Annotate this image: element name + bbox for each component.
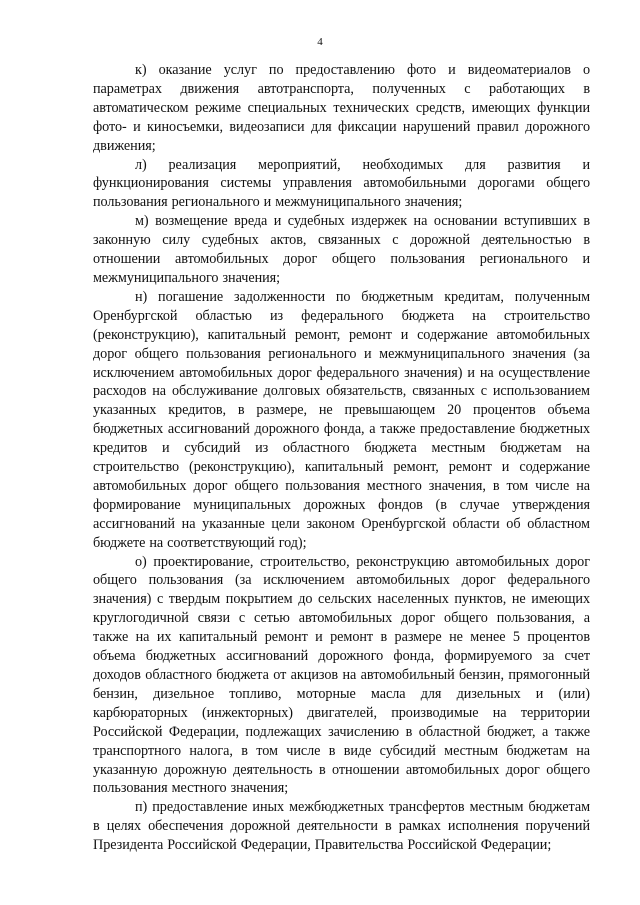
document-body (93, 61, 590, 855)
list-item-n: н) погашение задолженности по бюджетным кредитам, полученным Оренбургской областью из федерального бюджета на строительство (реконструкцию), капитальный ремонт, ремонт и содержание автомобильных дорог общего пользования регионального и межмуниципального значения (за исключением автомобильных дорог федерального значения) и на осуществление расходов на обслуживание долговых обязательств, связанных с использованием указанных кредитов, в размере, не превышающем 20 процентов объема бюджетных ассигнований дорожного фонда, а также предоставление бюджетных кредитов и субсидий из областного бюджета местным бюджетам на строительство (реконструкцию), капитальный ремонт, ремонт и содержание автомобильных дорог общего пользования местного значения, в том числе на формирование муниципальных дорожных фондов (в случае утверждения ассигнований на указанные цели законом Оренбургской области об областном бюджете на соответствующий год); (93, 288, 590, 551)
list-item-p: п) предоставление иных межбюджетных трансфертов местным бюджетам в целях обеспечения дорожной деятельности в рамках исполнения поручений Президента Российской Федерации, Правительства Российской Федерации; (93, 799, 590, 854)
list-item-m: м) возмещение вреда и судебных издержек на основании вступивших в законную силу судебных актов, связанных с дорожной деятельностью в отношении автомобильных дорог общего пользования регионального и межмуниципального значения; (93, 213, 590, 286)
list-item-l: л) реализация мероприятий, необходимых для развития и функционирования системы управления автомобильными дорогами общего пользования регионального и межмуниципального значения; (93, 156, 590, 211)
page-number: 4 (317, 36, 323, 48)
list-item-o: о) проектирование, строительство, реконструкцию автомобильных дорог общего пользования (за исключением автомобильных дорог федерального значения) с твердым покрытием до сельских населенных пунктов, не имеющих круглогодичной связи с сетью автомобильных дорог общего пользования, а также на их капитальный ремонт и ремонт в размере не менее 5 процентов объема бюджетных ассигнований дорожного фонда, формируемого за счет доходов областного бюджета от акцизов на автомобильный бензин, прямогонный бензин, дизельное топливо, моторные масла для дизельных и (или) карбюраторных (инжекторных) двигателей, производимые на территории Российской Федерации, подлежащих зачислению в областной бюджет, а также транспортного налога, в том числе в виде субсидий местным бюджетам на указанную дорожную деятельность в отношении автомобильных дорог общего пользования местного значения; (93, 553, 590, 797)
list-item-k: к) оказание услуг по предоставлению фото и видеоматериалов о параметрах движения автотранспорта, полученных с работающих в автоматическом режиме специальных технических средств, имеющих функции фото- и киносъемки, видеозаписи для фиксации нарушений правил дорожного движения; (93, 62, 590, 154)
